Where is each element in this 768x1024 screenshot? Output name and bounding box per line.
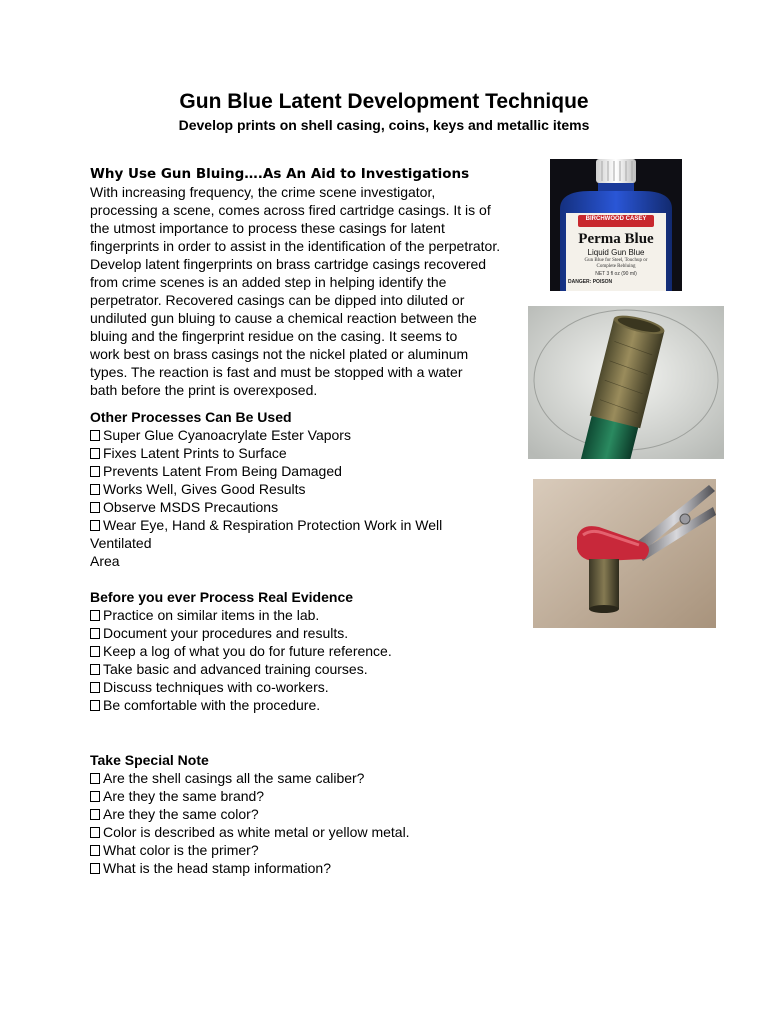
paragraph-line: work best on brass casings not the nickel plated or aluminum: [90, 346, 469, 362]
paragraph-line: bath before the print is overexposed.: [90, 382, 318, 398]
list-item-text: Observe MSDS Precautions: [103, 499, 279, 515]
checkbox-square-icon: [90, 502, 100, 513]
list-item: [90, 678, 540, 696]
checkbox-square-icon: [90, 484, 100, 495]
list-item-text: Discuss techniques with co-workers.: [103, 679, 329, 695]
section-heading: Other Processes Can Be Used: [90, 409, 292, 425]
list-item-text: Wear Eye, Hand & Respiration Protection Work in Well: [103, 517, 443, 533]
checkbox-square-icon: [90, 664, 100, 675]
bullet-list: [90, 769, 540, 877]
list-item: [90, 769, 540, 787]
list-item-text: Be comfortable with the procedure.: [103, 697, 321, 713]
section-heading: Before you ever Process Real Evidence: [90, 589, 354, 605]
perma-blue-bottle-photo: [550, 159, 682, 291]
list-item: [90, 516, 540, 534]
casing-illustration: [528, 306, 724, 459]
checkbox-square-icon: [90, 610, 100, 621]
list-item: [90, 498, 540, 516]
list-item-text: Fixes Latent Prints to Surface: [103, 445, 287, 461]
list-item: [90, 805, 540, 823]
brass-casing-photo: [528, 306, 724, 459]
list-item: [90, 624, 540, 642]
bottle-description: Gun Blue for Steel, Touchup or Complete Rebluing: [584, 258, 648, 269]
section-heading: Why Use Gun Bluing….As An Aid to Investigations: [90, 166, 470, 182]
bottle-brand: BIRCHWOOD CASEY: [585, 216, 647, 222]
paragraph-line: perpetrator. Recovered casings can be dipped into diluted or: [90, 292, 465, 308]
section-other: [90, 408, 540, 570]
list-item-text: Color is described as white metal or yellow metal.: [103, 824, 410, 840]
paragraph-line: undiluted gun bluing to cause a chemical reaction between the: [90, 310, 477, 326]
list-item: [90, 696, 540, 714]
list-item-text: Are they the same color?: [103, 806, 259, 822]
section-heading: Take Special Note: [90, 752, 209, 768]
paragraph-line: fingerprints in order to assist in the identification of the perpetrator.: [90, 238, 501, 254]
page-title: Gun Blue Latent Development Technique: [179, 90, 589, 113]
bottle-product: Perma Blue: [578, 231, 654, 247]
list-item: [90, 444, 540, 462]
list-item: [90, 823, 540, 841]
list-item-continuation: Area: [90, 553, 120, 569]
checkbox-square-icon: [90, 628, 100, 639]
list-item-text: What color is the primer?: [103, 842, 259, 858]
paragraph-line: from crime scenes is an added step in helping identify the: [90, 274, 447, 290]
list-item-text: Take basic and advanced training courses.: [103, 661, 368, 677]
list-item: [90, 841, 540, 859]
list-item-text: Super Glue Cyanoacrylate Ester Vapors: [103, 427, 351, 443]
list-item-text: Are they the same brand?: [103, 788, 265, 804]
list-item: [90, 859, 540, 877]
section-body: [90, 183, 540, 399]
list-item-text: Works Well, Gives Good Results: [103, 481, 306, 497]
checkbox-square-icon: [90, 863, 100, 874]
paragraph-line: With increasing frequency, the crime scene investigator,: [90, 184, 436, 200]
list-item: [90, 642, 540, 660]
tongs-illustration: [533, 479, 716, 628]
bullet-list: [90, 426, 540, 570]
checkbox-square-icon: [90, 646, 100, 657]
checkbox-square-icon: [90, 520, 100, 531]
list-item: [90, 426, 540, 444]
checkbox-square-icon: [90, 682, 100, 693]
list-item: [90, 480, 540, 498]
page-subtitle: Develop prints on shell casing, coins, keys and metallic items: [178, 117, 590, 133]
paragraph-line: bluing and the fingerprint residue on the casing. It seems to: [90, 328, 458, 344]
list-item-text: Are the shell casings all the same caliber?: [103, 770, 365, 786]
list-item-text: Practice on similar items in the lab.: [103, 607, 320, 623]
paragraph-line: Develop latent fingerprints on brass cartridge casings recovered: [90, 256, 487, 272]
list-item-text: What is the head stamp information?: [103, 860, 332, 876]
list-item: [90, 660, 540, 678]
list-item-text: Keep a log of what you do for future reference.: [103, 643, 392, 659]
section-why: [90, 165, 540, 399]
list-item: [90, 606, 540, 624]
list-item-text: Document your procedures and results.: [103, 625, 349, 641]
checkbox-square-icon: [90, 466, 100, 477]
section-note: [90, 751, 540, 877]
paragraph-line: processing a scene, comes across fired cartridge casings. It is of: [90, 202, 491, 218]
checkbox-square-icon: [90, 773, 100, 784]
tongs-holding-casing-photo: [533, 479, 716, 628]
checkbox-square-icon: [90, 845, 100, 856]
checkbox-square-icon: [90, 430, 100, 441]
checkbox-square-icon: [90, 791, 100, 802]
paragraph-line: the utmost importance to process these casings for latent: [90, 220, 445, 236]
list-item-text: Prevents Latent From Being Damaged: [103, 463, 342, 479]
bullet-list: [90, 606, 540, 714]
checkbox-square-icon: [90, 827, 100, 838]
bottle-product-sub: Liquid Gun Blue: [587, 248, 645, 257]
checkbox-square-icon: [90, 448, 100, 459]
paragraph-line: types. The reaction is fast and must be stopped with a water: [90, 364, 463, 380]
checkbox-square-icon: [90, 809, 100, 820]
list-item-continuation: Ventilated: [90, 535, 152, 551]
checkbox-square-icon: [90, 700, 100, 711]
list-item: [90, 787, 540, 805]
bottle-size: NET 3 fl oz (90 ml): [595, 271, 637, 277]
list-item: [90, 462, 540, 480]
section-before: [90, 588, 540, 714]
bottle-warning: DANGER: POISON: [568, 279, 613, 285]
